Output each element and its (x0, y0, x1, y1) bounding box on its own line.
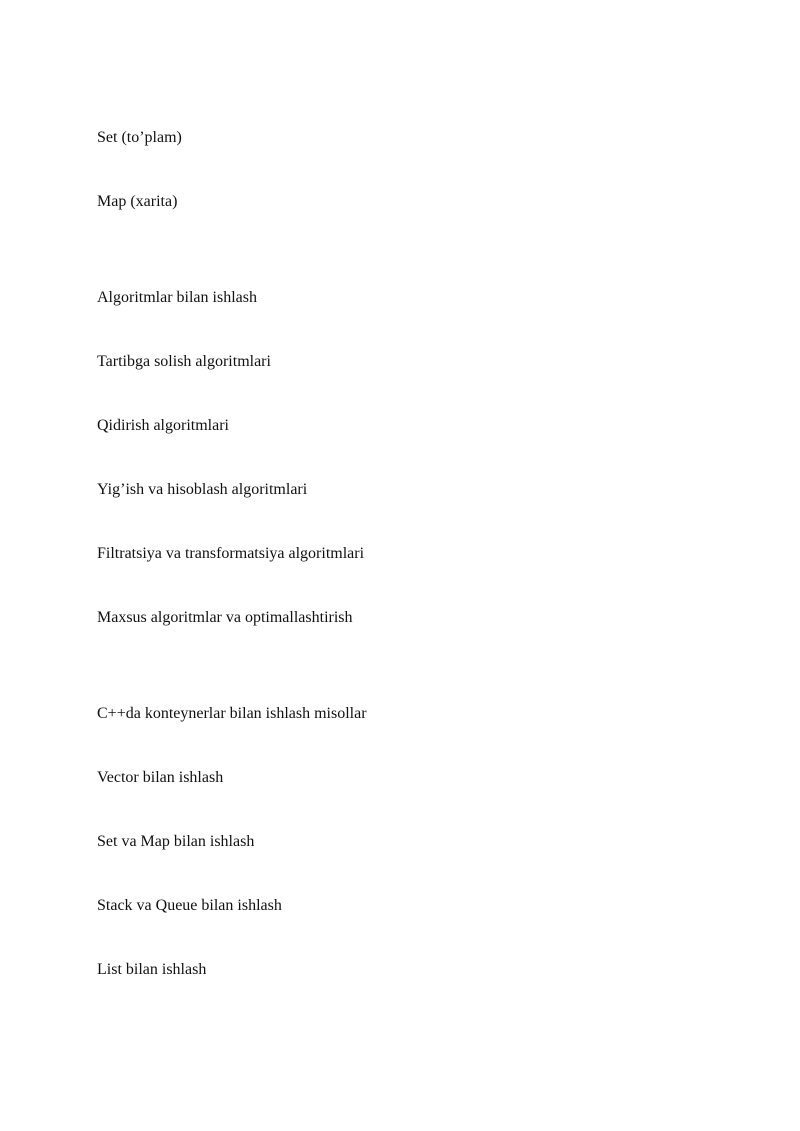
text-line: C++da konteynerlar bilan ishlash misollar (97, 705, 367, 722)
text-line: Filtratsiya va transformatsiya algoritmlari (97, 545, 365, 562)
text-line: Qidirish algoritmlari (97, 417, 229, 434)
text-line: Vector bilan ishlash (97, 769, 224, 786)
text-line: Tartibga solish algoritmlari (97, 353, 271, 370)
text-line: Algoritmlar bilan ishlash (97, 289, 257, 306)
text-line: Set (to’plam) (97, 129, 182, 146)
text-line: Yig’ish va hisoblash algoritmlari (97, 481, 308, 498)
text-line: List bilan ishlash (97, 961, 207, 978)
text-line: Set va Map bilan ishlash (97, 833, 255, 850)
text-line: Maxsus algoritmlar va optimallashtirish (97, 609, 353, 626)
text-line: Stack va Queue bilan ishlash (97, 897, 282, 914)
text-line: Map (xarita) (97, 193, 178, 210)
